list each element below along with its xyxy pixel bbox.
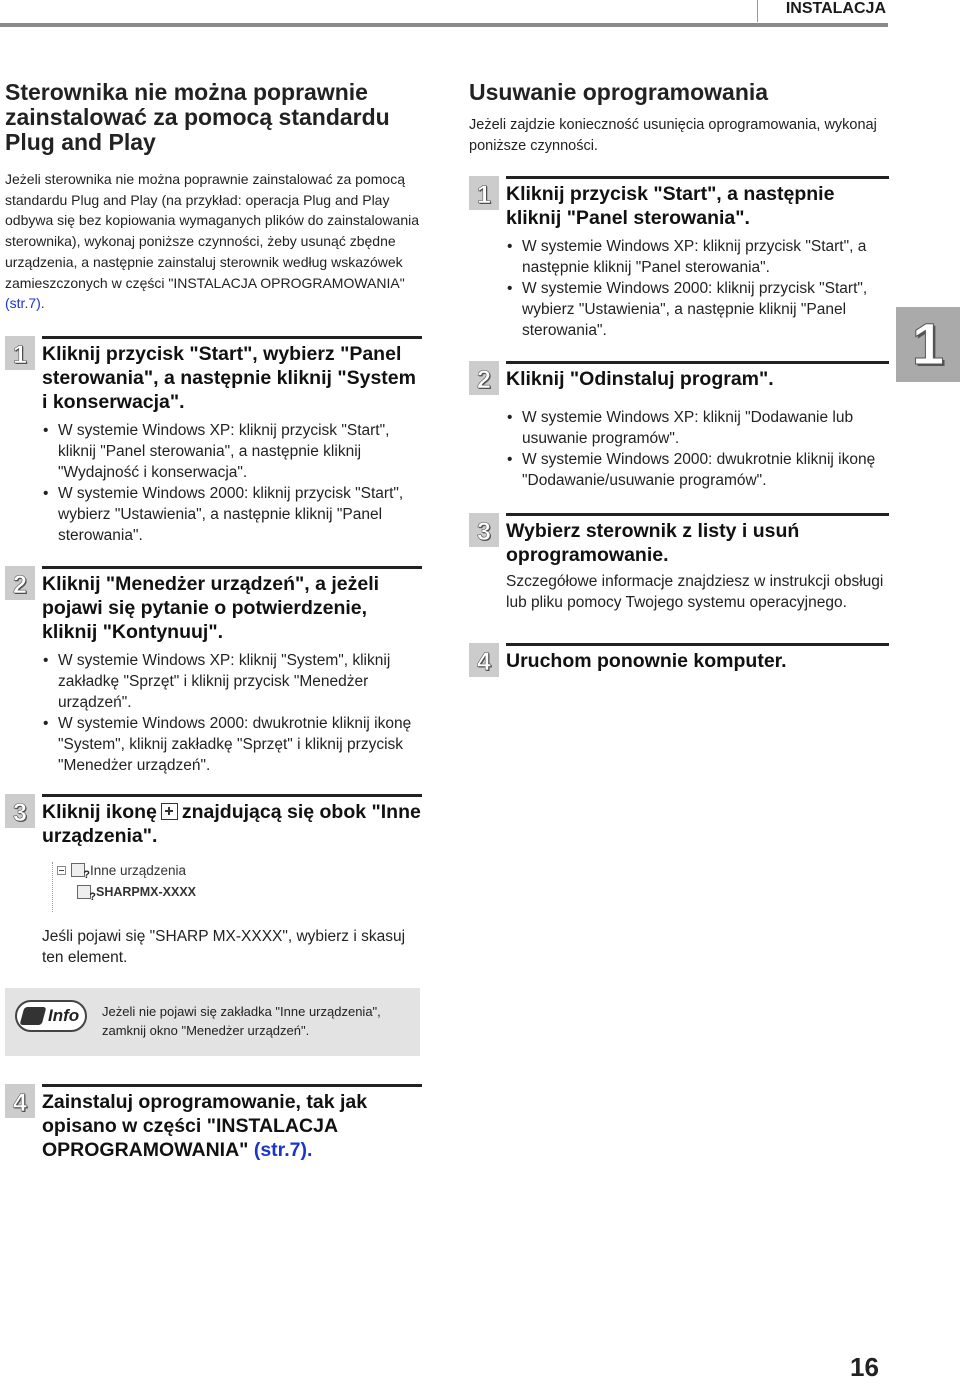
info-badge-label: Info bbox=[48, 1005, 80, 1025]
step-4 bbox=[5, 1084, 422, 1162]
step-title-after: znajdującą się obok "Inne urządzenia". bbox=[42, 800, 421, 847]
bullet-item: • W systemie Windows 2000: kliknij przycisk "Start", wybierz "Ustawienia", a następnie kliknij "Panel sterowania". bbox=[42, 483, 422, 546]
step-title: Uruchom ponownie komputer. bbox=[506, 650, 787, 672]
header-separator bbox=[757, 0, 758, 22]
bullet-item: • W systemie Windows XP: kliknij "Dodawanie lub usuwanie programów". bbox=[506, 407, 889, 449]
step-number: 4 bbox=[469, 643, 499, 677]
info-badge bbox=[15, 1000, 87, 1032]
step-title: Wybierz sterownik z listy i usuń oprogramowanie. bbox=[506, 520, 800, 566]
bullet-item: • W systemie Windows 2000: dwukrotnie kliknij ikonę "Dodawanie/usuwanie programów". bbox=[506, 449, 889, 491]
step-number: 1 bbox=[469, 176, 499, 210]
step-4 bbox=[469, 643, 889, 676]
step-number: 4 bbox=[5, 1084, 35, 1118]
info-box bbox=[5, 988, 420, 1056]
section-heading: Sterownika nie można poprawnie zainstalować za pomocą standardu Plug and Play bbox=[5, 79, 390, 155]
step-2 bbox=[469, 361, 889, 491]
collapse-minus-icon[interactable] bbox=[57, 866, 66, 875]
step-3 bbox=[5, 794, 422, 968]
step-3 bbox=[469, 513, 889, 613]
bullet-item: • W systemie Windows XP: kliknij przycisk "Start", kliknij "Panel sterowania", a następnie kliknij "Wydajność i konserwacja". bbox=[42, 420, 422, 483]
step-rule bbox=[506, 643, 889, 646]
tree-item-label: Inne urządzenia bbox=[90, 862, 187, 878]
page-header bbox=[0, 0, 960, 28]
step-number: 2 bbox=[469, 361, 499, 395]
step-2 bbox=[5, 566, 422, 776]
page-link[interactable]: (str.7). bbox=[253, 1138, 313, 1161]
header-title: INSTALACJA bbox=[785, 0, 886, 17]
left-column bbox=[5, 80, 422, 1162]
info-text: Jeżeli nie pojawi się zakładka "Inne urządzenia", zamknij okno "Menedżer urządzeń". bbox=[102, 1003, 381, 1038]
bullet-item: • W systemie Windows XP: kliknij przycisk "Start", a następnie kliknij "Panel sterowania". bbox=[506, 236, 889, 278]
step-rule bbox=[42, 1084, 422, 1087]
tree-item-label: SHARPMX-XXXX bbox=[96, 884, 197, 899]
step-title bbox=[42, 800, 422, 848]
step-title-before: Kliknij ikonę bbox=[42, 800, 157, 823]
step-note: Jeśli pojawi się "SHARP MX-XXXX", wybierz i skasuj ten element. bbox=[42, 927, 406, 966]
step-bullets bbox=[506, 407, 889, 491]
step-title: Kliknij "Odinstaluj program". bbox=[506, 368, 774, 390]
step-text: Szczegółowe informacje znajdziesz w instrukcji obsługi lub pliku pomocy Twojego systemu operacyjnego. bbox=[506, 573, 884, 611]
section-intro: Jeżeli zajdzie konieczność usunięcia oprogramowania, wykonaj poniższe czynności. bbox=[469, 117, 877, 154]
step-bullets bbox=[42, 420, 422, 546]
step-bullets bbox=[42, 650, 422, 776]
step-number: 3 bbox=[469, 513, 499, 547]
tree-item-sharp-device[interactable] bbox=[77, 885, 196, 899]
bullet-item: • W systemie Windows 2000: dwukrotnie kliknij ikonę "System", kliknij zakładkę "Sprzęt" i kliknij przycisk "Menedżer urządzeń". bbox=[42, 713, 422, 776]
step-rule bbox=[506, 361, 889, 364]
bullet-item: • W systemie Windows XP: kliknij "System", kliknij zakładkę "Sprzęt" i kliknij przycisk "Menedżer urządzeń". bbox=[42, 650, 422, 713]
step-rule bbox=[42, 336, 422, 339]
step-number: 2 bbox=[5, 566, 35, 600]
unknown-device-icon bbox=[77, 885, 91, 899]
right-column bbox=[469, 79, 889, 676]
step-title-text: Zainstaluj oprogramowanie, tak jak opisano w części "INSTALACJA OPROGRAMOWANIA" bbox=[42, 1090, 368, 1161]
step-title: Kliknij przycisk "Start", a następnie kliknij "Panel sterowania". bbox=[506, 183, 835, 229]
chapter-tab: 1 bbox=[896, 307, 960, 382]
step-rule bbox=[42, 794, 422, 797]
page-number: 16 bbox=[850, 1352, 879, 1382]
step-bullets bbox=[506, 236, 889, 341]
pencil-icon bbox=[20, 1007, 47, 1025]
header-rule bbox=[0, 23, 888, 27]
step-number: 1 bbox=[5, 336, 35, 370]
section-heading: Usuwanie oprogramowania bbox=[469, 79, 769, 105]
step-title: Kliknij przycisk "Start", wybierz "Panel sterowania", a następnie kliknij "System i konserwacja". bbox=[42, 342, 416, 413]
step-rule bbox=[506, 176, 889, 179]
bullet-item: • W systemie Windows 2000: kliknij przycisk "Start", wybierz "Ustawienia", a następnie kliknij "Panel sterowania". bbox=[506, 278, 889, 341]
section-intro bbox=[5, 169, 422, 314]
step-rule bbox=[506, 513, 889, 516]
step-title bbox=[42, 1090, 422, 1162]
page-link[interactable]: (str.7). bbox=[5, 295, 45, 312]
intro-text: Jeżeli sterownika nie można poprawnie zainstalować za pomocą standardu Plug and Play (na przykład: operacja Plug and Play odbywa się bez kopiowania wymaganych plików do zainstalowania sterownika), wykonaj poniższe czynności, żeby usunąć zbędne urządzenia, a następnie zainstaluj sterownik według wskazówek zamieszczonych w części "INSTALACJA OPROGRAMOWANIA" bbox=[5, 171, 420, 291]
step-1 bbox=[5, 336, 422, 546]
step-number: 3 bbox=[5, 794, 35, 828]
step-rule bbox=[42, 566, 422, 569]
expand-plus-icon bbox=[161, 803, 178, 820]
step-title: Kliknij "Menedżer urządzeń", a jeżeli pojawi się pytanie o potwierdzenie, kliknij "Kontynuuj". bbox=[42, 572, 380, 643]
tree-item-other-devices[interactable] bbox=[57, 863, 186, 878]
unknown-device-icon bbox=[71, 863, 85, 877]
step-1 bbox=[469, 176, 889, 341]
device-tree bbox=[52, 862, 227, 912]
